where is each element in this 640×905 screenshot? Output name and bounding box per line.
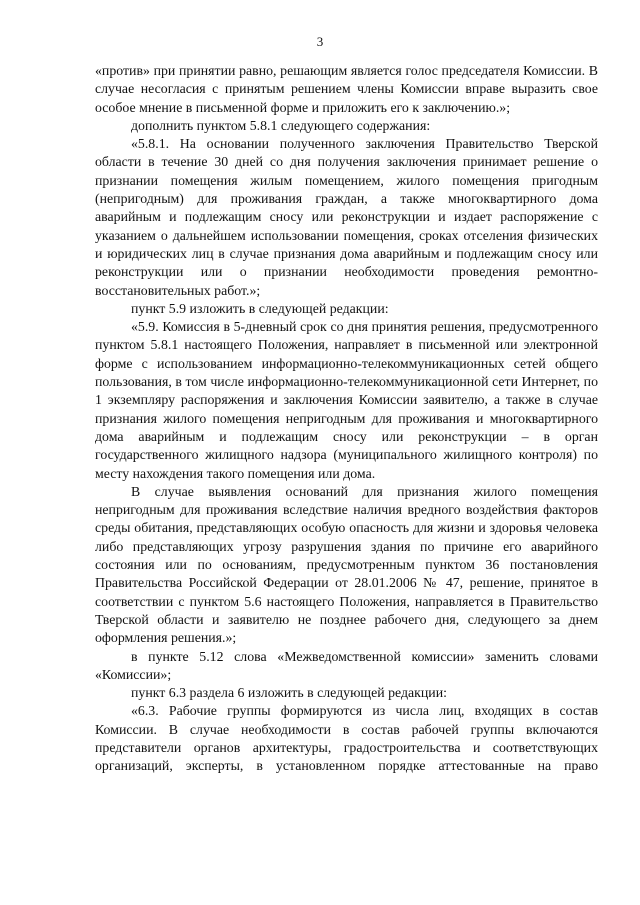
page-number: 3: [316, 34, 324, 49]
paragraph-amendment-6-3-intro: пункт 6.3 раздела 6 изложить в следующей редакции:: [131, 685, 447, 701]
paragraph-clause-5-9: «5.9. Комиссия в 5-дневный срок со дня принятия решения, предусмотренного пунктом 5.8.1 настоящего Положения, направляет в письменной или электронной форме с использованием информационно-телекоммуникационных сетей общего пользования, в том числе информационно-телекоммуникационной сети Интернет, по 1 экземпляру распоряжения и заключения Комиссии заявителю, а также в случае признания жилого помещения непригодным для проживания и многоквартирного дома аварийным и подлежащим сносу или реконструкции – в орган государственного жилищного надзора (муниципального жилищного контроля) по месту нахождения такого помещения или дома.: [95, 319, 598, 481]
paragraph-clause-5-8-1: «5.8.1. На основании полученного заключения Правительство Тверской области в течение 30 дней со дня получения заключения принимает решение о признании помещения жилым помещением, жилого помещения пригодным (непригодным) для проживания граждан, а также многоквартирного дома аварийным и подлежащим сносу или реконструкции и издает распоряжение с указанием о дальнейшем использовании помещения, сроках отселения физических и юридических лиц в случае признания дома аварийным и подлежащим сносу или реконструкции или о признании необходимости проведения ремонтно-восстановительных работ.»;: [95, 136, 598, 298]
paragraph-amendment-5-8-1-intro: дополнить пунктом 5.8.1 следующего содержания:: [131, 117, 431, 133]
paragraph-amendment-5-9-intro: пункт 5.9 изложить в следующей редакции:: [131, 300, 389, 316]
paragraph-amendment-5-12: в пункте 5.12 слова «Межведомственной комиссии» заменить словами «Комиссии»;: [95, 648, 598, 682]
paragraph-clause-5-9-second: В случае выявления оснований для признания жилого помещения непригодным для проживания вследствие наличия вредного воздействия факторов среды обитания, представляющих особую опасность для жизни и здоровья человека либо представляющих угрозу разрушения здания по причине его аварийного состояния или по основаниям, предусмотренным пунктом 36 постановления Правительства Российской Федерации от 28.01.2006 № 47, решение, принятое в соответствии с пунктом 5.6 настоящего Положения, направляется в Правительство Тверской области и заявителю не позднее рабочего дня, следующего за днем оформления решения.»;: [95, 483, 598, 646]
paragraph-continuation: «против» при принятии равно, решающим является голос председателя Комиссии. В случае несогласия с принятым решением члены Комиссии вправе выразить свое особое мнение в письменной форме и приложить его к заключению.»;: [95, 63, 598, 115]
document-body: [95, 62, 598, 776]
paragraph-clause-6-3: «6.3. Рабочие группы формируются из числа лиц, входящих в состав Комиссии. В случае необходимости в состав рабочей группы включаются представители органов архитектуры, градостроительства и соответствующих организаций, эксперты, в установленном порядке аттестованные на право: [95, 703, 598, 774]
